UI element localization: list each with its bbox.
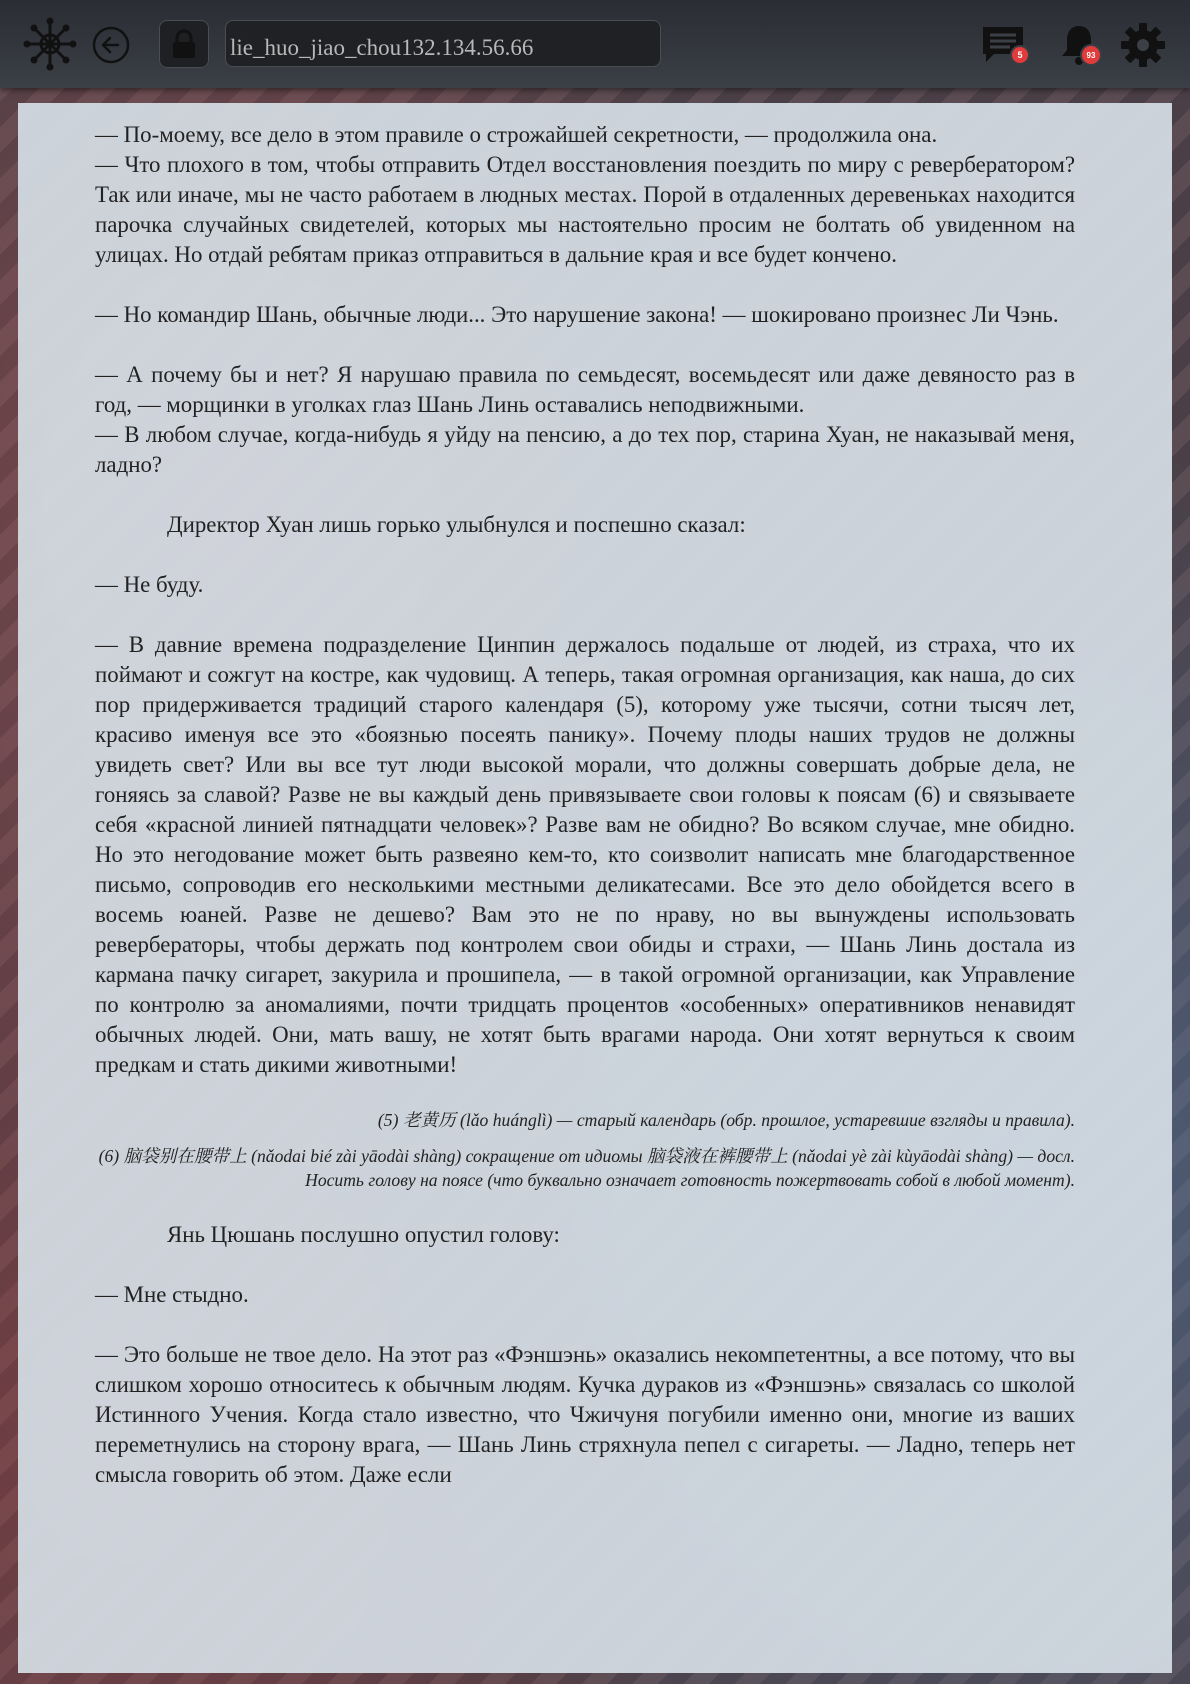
footnote-6: (6) 脑袋别在腰带上 (nǎodai bié zài yāodài shàng) сокращение от идиомы 脑袋液在裤腰带上 (nǎodai yè zài kùyāodài shàng) — досл. Носить голову на поясе (что буквально означает готовность пожертвовать собой в любой момент). [98,1146,1075,1190]
paragraph: — Не буду. [95,572,204,597]
paragraph: — По-моему, все дело в этом правиле о строжайшей секретности, — продолжила она. [95,122,938,147]
top-toolbar [0,0,1190,88]
paragraph: — В любом случае, когда-нибудь я уйду на пенсию, а до тех пор, старина Хуан, не наказывай меня, ладно? [95,422,1075,477]
paragraph: Директор Хуан лишь горько улыбнулся и поспешно сказал: [167,512,746,537]
notifications-badge: 93 [1080,44,1102,66]
paragraph: — Но командир Шань, обычные люди... Это нарушение закона! — шокировано произнес Ли Чэнь. [95,302,1059,327]
paragraph: — Это больше не твое дело. На этот раз «Фэншэнь» оказались некомпетентны, а все потому, что вы слишком хорошо относитесь к обычным людям. Кучка дураков из «Фэншэнь» связалась со школой Истинного Учения. Когда стало известно, что Чжичуня погубили именно они, многие из ваших переметнулись на сторону врага, — Шань Линь стряхнула пепел с сигареты. — Ладно, теперь нет смысла говорить об этом. Даже если [95,1342,1075,1487]
paragraph: — А почему бы и нет? Я нарушаю правила по семьдесят, восемьдесят или даже девяносто раз в год, — морщинки в уголках глаз Шань Линь оставались неподвижными. [95,362,1075,417]
back-arrow-icon[interactable] [92,26,130,64]
paragraph: — В давние времена подразделение Цинпин держалось подальше от людей, из страха, что их поймают и сожгут на костре, как чудовищ. А теперь, такая огромная организация, как наша, до сих пор придерживается традиций старого календаря (5), которому уже тысячи, сотни тысяч лет, красиво именуя все это «боязнью посеять панику». Почему плоды наших трудов не должны увидеть свет? Или вы все тут люди высокой морали, что должны совершать добрые дела, не гоняясь за славой? Разве не вы каждый день привязываете свои головы к поясам (6) и связываете себя «красной линией пятнадцати человек»? Разве вам не обидно? Во всяком случае, мне обидно. Но это негодование может быть развеяно кем-то, кто соизволит написать мне благодарственное письмо, сопроводив его несколькими местными деликатесами. Все это дело обойдется всего в восемь юаней. Разве не дешево? Вам это не по нраву, но вы вынуждены использовать ревербераторы, чтобы держать под контролем свои обиды и страхи, — Шань Линь достала из кармана пачку сигарет, закурила и прошипела, — в такой огромной организации, как Управление по контролю за аномалиями, почти тридцать процентов «особенных» оперативников ненавидят обычных людей. Они, мать вашу, не хотят быть врагами народа. Они хотят вернуться к своим предкам и стать дикими животными! [95,632,1075,1077]
messages-badge: 5 [1010,45,1030,65]
reader-page [18,103,1172,1673]
lock-button[interactable] [159,20,209,68]
footnote-5: (5) 老黄历 (lǎo huánglì) — старый календарь (обр. прошлое, устаревшие взгляды и правила). [377,1110,1075,1130]
paragraph: — Что плохого в том, чтобы отправить Отдел восстановления поездить по миру с ревербератором? Так или иначе, мы не часто работаем в людных местах. Порой в отдаленных деревеньках находится парочка случайных свидетелей, которых мы настоятельно просим не болтать об увиденном на улицах. Но отдай ребятам приказ отправиться в дальние края и все будет кончено. [95,152,1075,267]
gear-icon[interactable] [1120,22,1166,68]
paragraph: — Мне стыдно. [95,1282,249,1307]
article-text [95,120,1075,1520]
lock-icon [170,29,198,59]
url-input[interactable] [225,20,661,67]
network-logo-icon[interactable] [22,16,78,72]
paragraph: Янь Цюшань послушно опустил голову: [167,1222,560,1247]
